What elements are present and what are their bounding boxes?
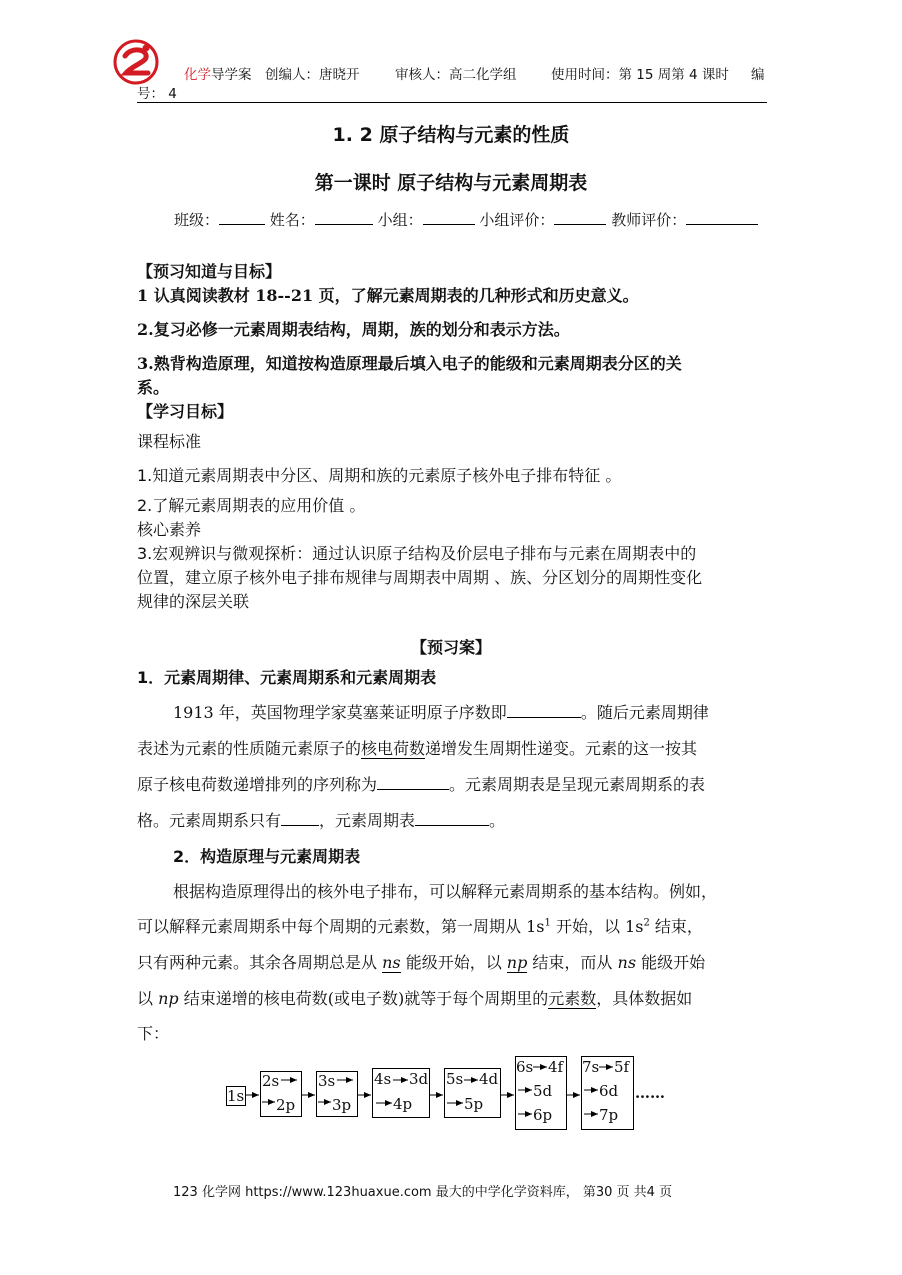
preview-case-heading: 【预习案】	[410, 638, 491, 657]
p2-l3-text-c: 结束，而从	[527, 953, 618, 972]
core-literacy-line-2: 位置，建立原子核外电子排布规律与周期表中周期 、族、分区划分的周期性变化	[137, 568, 703, 587]
header-time: 使用时间：第 15 周第 4 课时	[551, 67, 729, 83]
level-4f: 4f	[548, 1058, 564, 1076]
course-standard-item-1: 1.知道元素周期表中分区、周期和族的元素原子核外电子排布特征 。	[137, 466, 622, 485]
page-subtitle: 第一课时 原子结构与元素周期表	[314, 172, 588, 194]
level-3d: 3d	[409, 1070, 429, 1088]
level-3p: 3p	[332, 1096, 352, 1114]
p2-l4-underlined: 元素数	[548, 989, 597, 1008]
p2-l2-sup-2: 2	[643, 917, 650, 929]
level-6p: 6p	[533, 1106, 553, 1124]
p2-l2-text-b: 开始，以 1s	[550, 917, 644, 936]
p1-l3-text-a: 原子核电荷数递增排列的序列称为	[137, 775, 378, 794]
p1-l2-text-a: 表述为元素的性质随元素原子的	[137, 739, 362, 758]
diagram-ellipsis: ……	[635, 1084, 665, 1102]
p2-l3-text-a: 只有两种元素。其余各周期总是从	[137, 953, 383, 972]
level-4p: 4p	[393, 1095, 413, 1113]
preview-goals-heading: 【预习知道与目标】	[137, 262, 282, 281]
header-brand-rest: 导学案	[211, 67, 252, 83]
level-5p: 5p	[464, 1095, 484, 1113]
p1-l2-text-b: 递增发生周期性递变。元素的这一按其	[425, 739, 698, 758]
core-literacy-line-1: 3.宏观辨识与微观探析：通过认识原子结构及价层电子排布与元素在周期表中的	[137, 544, 697, 563]
level-2s: 2s	[262, 1072, 280, 1090]
p2-l3-np: np	[506, 953, 528, 972]
p2-l3-ns: ns	[382, 953, 401, 972]
header-reviewer: 审核人：高二化学组	[395, 67, 517, 83]
class-label: 班级：	[174, 211, 220, 229]
name-label: 姓名：	[269, 211, 315, 229]
paragraph-2-line-1: 根据构造原理得出的核外电子排布，可以解释元素周期系的基本结构。例如，	[173, 882, 718, 901]
level-5s: 5s	[446, 1070, 464, 1088]
page-title: 1. 2 原子结构与元素的性质	[332, 124, 570, 146]
level-5d: 5d	[533, 1082, 553, 1100]
preview-goal-2: 2.复习必修一元素周期表结构，周期，族的划分和表示方法。	[137, 320, 570, 339]
group-eval-label: 小组评价：	[479, 211, 555, 229]
level-7p: 7p	[599, 1106, 619, 1124]
group-label: 小组：	[377, 211, 423, 229]
level-1s: 1s	[227, 1087, 245, 1105]
core-literacy-line-3: 规律的深层关联	[137, 592, 250, 611]
p1-l2-underlined: 核电荷数	[361, 739, 426, 758]
p1-l1-text-a: 1913 年，英国物理学家莫塞莱证明原子序数即	[173, 703, 507, 722]
p1-l4-text-c: 。	[489, 811, 506, 830]
section-1-title: 1．元素周期律、元素周期系和元素周期表	[137, 668, 437, 687]
p2-l3-text-d: 能级开始	[636, 953, 706, 972]
course-standard-item-2: 2.了解元素周期表的应用价值 。	[137, 496, 366, 515]
p1-l1-text-b: 。随后元素周期律	[580, 703, 709, 722]
header-number-value: 4	[168, 86, 177, 102]
p2-l2-text-a: 可以解释元素周期系中每个周期的元素数，第一周期从 1s	[137, 917, 545, 936]
p2-l2-sup-1: 1	[544, 917, 551, 929]
course-standard-label: 课程标准	[137, 432, 202, 451]
page-footer: 123 化学网 https://www.123huaxue.com 最大的中学化学资料库， 第30 页 共4 页	[173, 1185, 673, 1200]
section-2-title: 2．构造原理与元素周期表	[173, 847, 361, 866]
preview-goal-3-cont: 系。	[137, 378, 170, 397]
p2-l4-np: np	[158, 989, 179, 1008]
p1-l3-text-b: 。元素周期表是呈现元素周期系的表	[449, 775, 706, 794]
level-6s: 6s	[516, 1058, 534, 1076]
preview-goal-1: 1 认真阅读教材 18--21 页，了解元素周期表的几种形式和历史意义。	[137, 286, 639, 305]
p1-l4-text-a: 格。元素周期系只有	[137, 811, 282, 830]
p1-l4-text-b: ，元素周期表	[319, 811, 416, 830]
header-brand-red: 化学	[184, 67, 211, 83]
level-4s: 4s	[374, 1070, 392, 1088]
p2-l3-ns-2: ns	[617, 953, 637, 972]
level-6d: 6d	[599, 1082, 619, 1100]
level-7s: 7s	[582, 1058, 600, 1076]
level-2p: 2p	[276, 1096, 296, 1114]
p2-l3-text-b: 能级开始，以	[400, 953, 507, 972]
level-5f: 5f	[614, 1058, 630, 1076]
p2-l4-text-a: 以	[137, 989, 159, 1008]
header-number-label-a: 编	[751, 67, 765, 83]
paragraph-2-line-5: 下：	[137, 1024, 170, 1043]
level-3s: 3s	[318, 1072, 336, 1090]
p2-l4-text-b: 结束递增的核电荷数(或电子数)就等于每个周期里的	[178, 989, 549, 1008]
level-4d: 4d	[479, 1070, 499, 1088]
header-author: 创编人：唐晓开	[265, 67, 360, 83]
preview-goal-3: 3.熟背构造原理，知道按构造原理最后填入电子的能级和元素周期表分区的关	[137, 354, 682, 373]
core-literacy-label: 核心素养	[137, 520, 202, 539]
p2-l2-text-c: 结束，	[649, 917, 703, 936]
p2-l4-text-c: ，具体数据如	[596, 989, 693, 1008]
header-number-label-b: 号：	[137, 86, 164, 102]
learning-goals-heading: 【学习目标】	[137, 402, 234, 421]
teacher-eval-label: 教师评价：	[611, 211, 687, 229]
